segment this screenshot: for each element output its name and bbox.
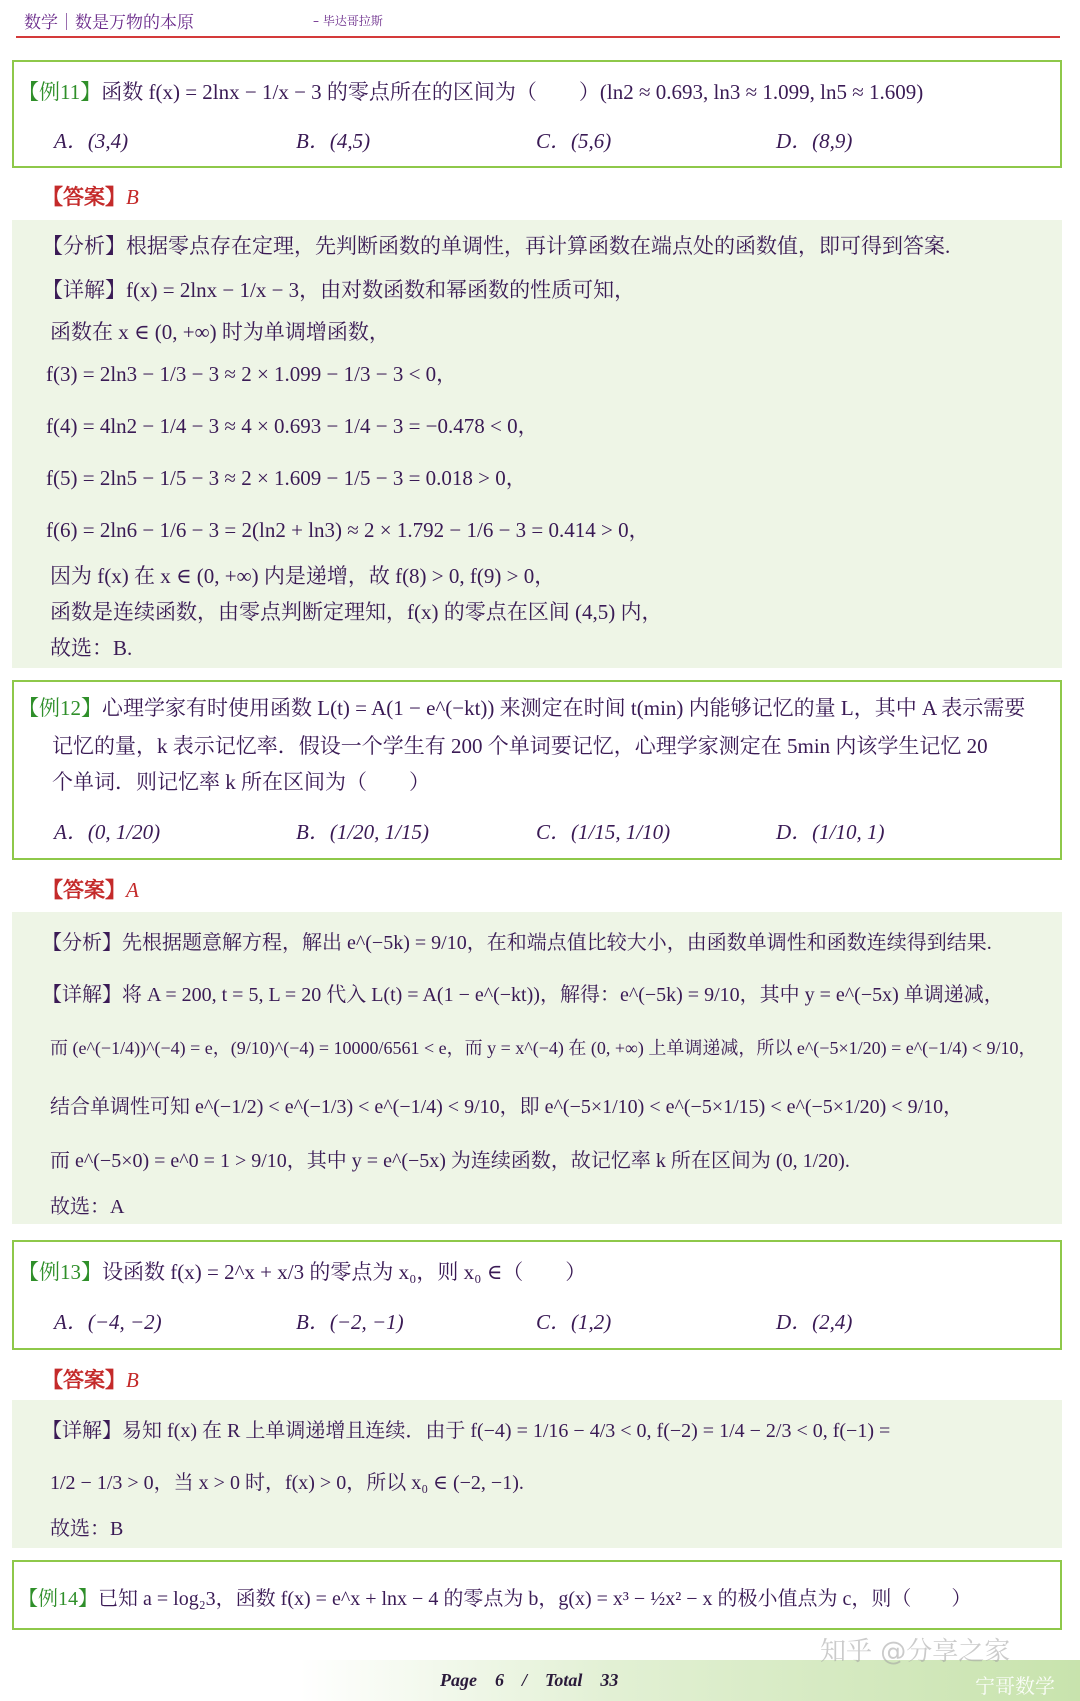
solution-line: 1/2 − 1/3 > 0，当 x > 0 时，f(x) > 0，所以 x₀ ∈ (−2, −1). [50,1472,524,1494]
example-14-text: 已知 a = log₂3，函数 f(x) = e^x + lnx − 4 的零点为 b，g(x) = x³ − ½x² − x 的极小值点为 c，则（ ） [98,1588,972,1610]
example-11-answer [42,181,139,211]
example-11-box [12,60,1062,168]
solution-line: 【分析】先根据题意解方程，解出 e^(−5k) = 9/10，在和端点值比较大小，由函数单调性和函数连续得到结果. [42,932,992,954]
answer-value: A [126,878,139,902]
example-13-box [12,1240,1062,1350]
example-11-solution [12,220,1062,668]
example-12-box [12,680,1062,860]
solution-line: f(6) = 2ln6 − 1/6 − 3 = 2(ln2 + ln3) ≈ 2 × 1.792 − 1/6 − 3 = 0.414 > 0， [46,518,650,542]
solution-line: 函数是连续函数，由零点判断定理知，f(x) 的零点在区间 (4,5) 内， [50,600,663,624]
example-11-option-d: D．(8,9) [776,129,853,153]
example-12-question-line: 记忆的量，k 表示记忆率．假设一个学生有 200 个单词要记忆，心理学家测定在 5min 内该学生记忆 20 [52,734,988,758]
example-12-answer [42,874,139,904]
example-12-tag: 【例12】 [18,696,102,720]
solution-line: 故选：B. [50,636,133,660]
watermark-secondary: 宁哥数学 [975,1674,1055,1698]
solution-line: 结合单调性可知 e^(−1/2) < e^(−1/3) < e^(−1/4) < 9/10，即 e^(−5×1/10) < e^(−5×1/15) < e^(−5×1/20) < 9/10， [50,1096,964,1118]
example-11-option-b: B．(4,5) [296,129,371,153]
solution-line: 故选：A [50,1196,125,1218]
answer-value: B [126,185,139,209]
example-14-question [18,1582,971,1611]
answer-label: 【答案】 [42,1368,126,1392]
solution-line: 因为 f(x) 在 x ∈ (0, +∞) 内是递增，故 f(8) > 0, f(9) > 0， [50,564,556,588]
watermark: 知乎 @分享之家 [820,1637,1011,1667]
example-12-option-c: C．(1/15, 1/10) [536,820,671,844]
solution-line: 【详解】易知 f(x) 在 R 上单调递增且连续．由于 f(−4) = 1/16 − 4/3 < 0, f(−2) = 1/4 − 2/3 < 0, f(−1) = [42,1420,891,1442]
example-12-text: 心理学家有时使用函数 L(t) = A(1 − e^(−kt)) 来测定在时间 t(min) 内能够记忆的量 L，其中 A 表示需要 [102,696,1026,720]
header-title: 数学｜数是万物的本原 [24,13,194,33]
example-13-solution [12,1400,1062,1548]
solution-line: 【详解】f(x) = 2lnx − 1/x − 3，由对数函数和幂函数的性质可知， [42,278,636,302]
example-13-option-a: A．(−4, −2) [54,1310,162,1334]
example-14-tag: 【例14】 [18,1588,98,1610]
example-11-option-a: A．(3,4) [54,129,129,153]
answer-label: 【答案】 [42,878,126,902]
solution-line: f(4) = 4ln2 − 1/4 − 3 ≈ 4 × 0.693 − 1/4 − 3 = −0.478 < 0， [46,414,539,438]
header-rule [16,36,1060,38]
example-13-question [18,1256,586,1286]
example-11-question [18,76,923,106]
example-12-option-d: D．(1/10, 1) [776,820,885,844]
solution-line: 故选：B [50,1518,124,1540]
example-13-option-d: D．(2,4) [776,1310,853,1334]
example-12-question-line [18,692,1025,722]
solution-line: 函数在 x ∈ (0, +∞) 时为单调增函数， [50,320,390,344]
header-author: – 毕达哥拉斯 [313,14,383,28]
example-13-option-b: B．(−2, −1) [296,1310,404,1334]
example-13-tag: 【例13】 [18,1260,102,1284]
solution-line: 而 (e^(−1/4))^(−4) = e，(9/10)^(−4) = 10000/6561 < e，而 y = x^(−4) 在 (0, +∞) 上单调递减，所以 e^(−5×1/20) = e^(−1/4) < 9/10， [50,1038,1037,1058]
example-12-question-line: 个单词．则记忆率 k 所在区间为（ ） [52,770,430,794]
solution-line: 【详解】将 A = 200, t = 5, L = 20 代入 L(t) = A(1 − e^(−kt))，解得：e^(−5k) = 9/10，其中 y = e^(−5x) 单调递减， [42,984,1004,1006]
example-11-tag: 【例11】 [18,80,102,104]
solution-line: 而 e^(−5×0) = e^0 = 1 > 9/10，其中 y = e^(−5x) 为连续函数，故记忆率 k 所在区间为 (0, 1/20). [50,1150,850,1172]
example-13-answer [42,1364,139,1394]
page-header [18,6,1064,36]
page-number: Page 6 / Total 33 [440,1670,619,1690]
example-12-solution [12,912,1062,1224]
solution-line: f(3) = 2ln3 − 1/3 − 3 ≈ 2 × 1.099 − 1/3 − 3 < 0， [46,362,458,386]
answer-value: B [126,1368,139,1392]
solution-line: f(5) = 2ln5 − 1/5 − 3 ≈ 2 × 1.609 − 1/5 − 3 = 0.018 > 0， [46,466,527,490]
example-13-option-c: C．(1,2) [536,1310,612,1334]
example-12-option-b: B．(1/20, 1/15) [296,820,429,844]
example-11-text: 函数 f(x) = 2lnx − 1/x − 3 的零点所在的区间为（ ）(ln2 ≈ 0.693, ln3 ≈ 1.099, ln5 ≈ 1.609) [101,80,924,104]
example-11-option-c: C．(5,6) [536,129,612,153]
example-12-option-a: A．(0, 1/20) [54,820,161,844]
example-13-text: 设函数 f(x) = 2^x + x/3 的零点为 x₀，则 x₀ ∈（ ） [102,1260,587,1284]
solution-line: 【分析】根据零点存在定理，先判断函数的单调性，再计算函数在端点处的函数值，即可得到答案. [42,234,951,258]
answer-label: 【答案】 [42,185,126,209]
example-14-box [12,1560,1062,1630]
